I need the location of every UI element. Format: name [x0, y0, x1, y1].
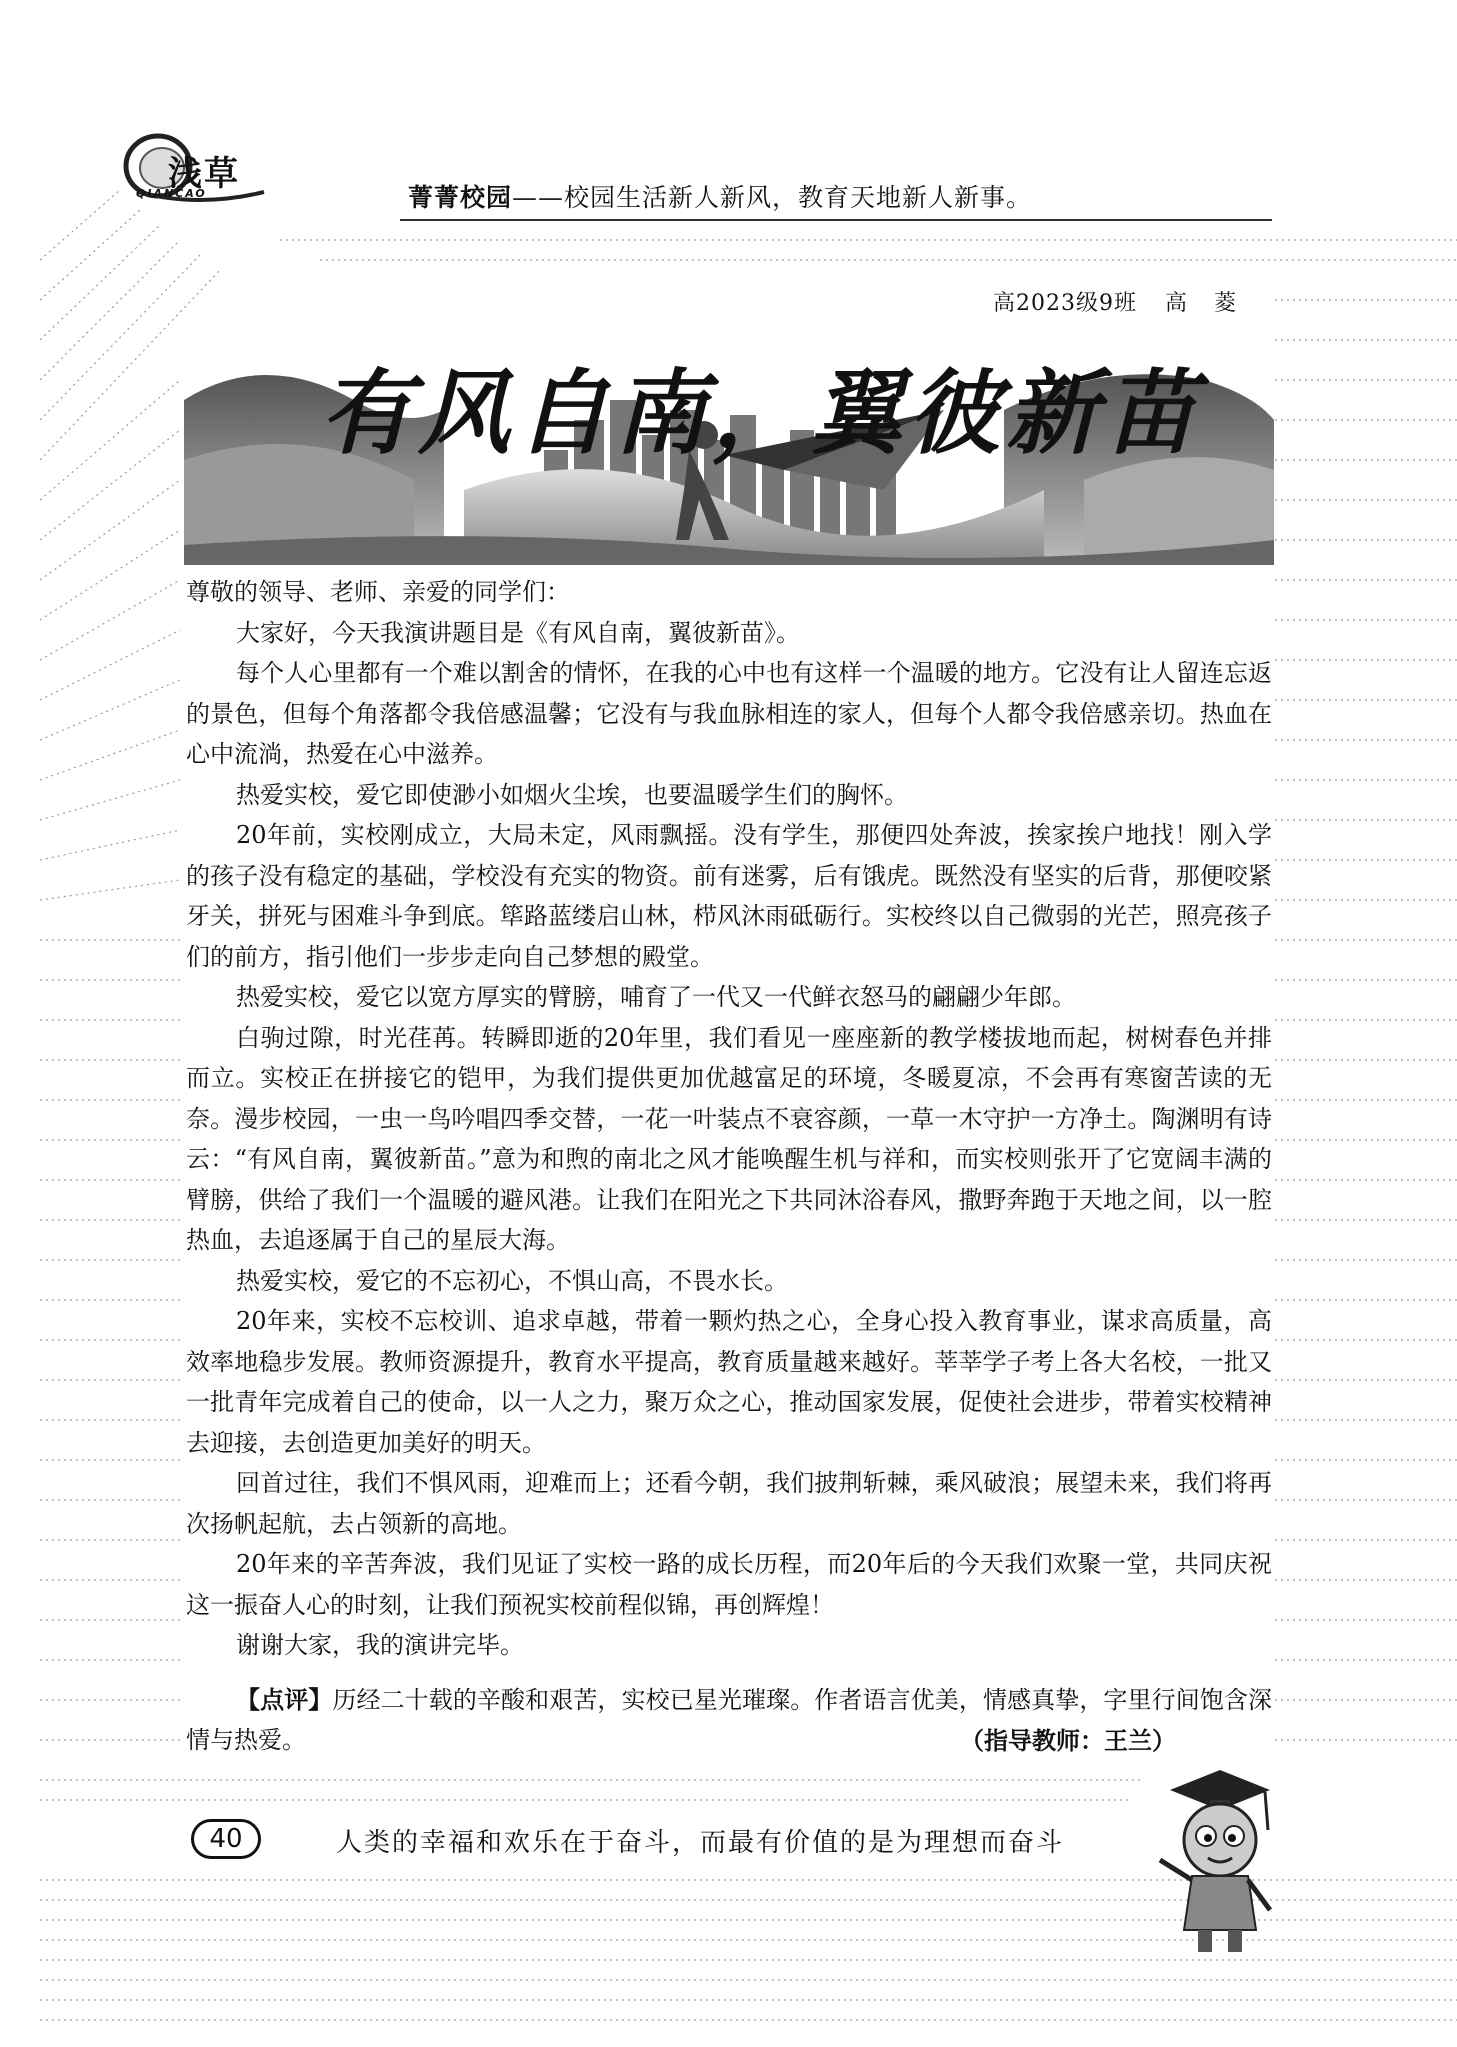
paragraph: 热爱实校，爱它即使渺小如烟火尘埃，也要温暖学生们的胸怀。 — [236, 780, 908, 809]
author-class: 高2023级9班 — [993, 291, 1137, 316]
paragraph: 谢谢大家，我的演讲完毕。 — [236, 1631, 524, 1659]
paragraph: 每个人心里都有一个难以割舍的情怀，在我的心中也有这样一个温暖的地方。它没有让人留连忘返的景色，但每个角落都令我倍感温馨；它没有与我血脉相连的家人，但每个人都令我倍感亲切。热血在心中流淌，热爱在心中滋养。 — [186, 659, 1272, 768]
paragraph: 20年来的辛苦奔波，我们见证了实校一路的成长历程，而20年后的今天我们欢聚一堂，共同庆祝这一振奋人心的时刻，让我们预祝实校前程似锦，再创辉煌！ — [186, 1550, 1272, 1619]
section-name: 菁菁校园 — [408, 183, 513, 212]
paragraph: 大家好，今天我演讲题目是《有风自南，翼彼新苗》。 — [236, 618, 800, 647]
salutation: 尊敬的领导、老师、亲爱的同学们： — [186, 578, 570, 606]
logo-text: 浅草 — [168, 154, 240, 194]
review-tag: 【点评】 — [236, 1686, 333, 1714]
graduate-mascot-icon — [1140, 1760, 1280, 1960]
paragraph: 回首过往，我们不惧风雨，迎难而上；还看今朝，我们披荆斩棘，乘风破浪；展望未来，我们将再次扬帆起航，去占领新的高地。 — [186, 1469, 1272, 1538]
review-text: 历经二十载的辛酸和艰苦，实校已星光璀璨。作者语言优美，情感真挚，字里行间饱含深情与热爱。 — [186, 1686, 1273, 1754]
paragraph: 白驹过隙，时光荏苒。转瞬即逝的20年里，我们看见一座座新的教学楼拔地而起，树树春色并排而立。实校正在拼接它的铠甲，为我们提供更加优越富足的环境，冬暖夏凉，不会再有寒窗苦读的无奈。漫步校园，一虫一鸟吟唱四季交替，一花一叶装点不衰容颜，一草一木守护一方净土。陶渊明有诗云：“有风自南，翼彼新苗。”意为和煦的南北之风才能唤醒生机与祥和，而实校则张开了它宽阔丰满的臂膀，供给了我们一个温暖的避风港。让我们在阳光之下共同沐浴春风，撒野奔跑于天地之间，以一腔热血，去追逐属于自己的星辰大海。 — [186, 1023, 1272, 1254]
footer-motto: 人类的幸福和欢乐在于奋斗，而最有价值的是为理想而奋斗 — [336, 1828, 1065, 1858]
logo-subtitle: QIANCAO — [136, 187, 207, 200]
page-number: 40 — [191, 1819, 261, 1859]
author-line — [993, 286, 1246, 317]
article-title: 有风自南，翼彼新苗 — [320, 359, 1203, 467]
article-body — [186, 572, 1272, 1666]
paragraph: 热爱实校，爱它以宽方厚实的臂膀，哺育了一代又一代鲜衣怒马的翩翩少年郎。 — [236, 983, 1076, 1011]
author-name: 高 菱 — [1165, 291, 1246, 316]
paragraph: 20年来，实校不忘校训、追求卓越，带着一颗灼热之心，全身心投入教育事业，谋求高质量，高效率地稳步发展。教师资源提升，教育水平提高，教育质量越来越好。莘莘学子考上各大名校，一批又一批青年完成着自己的使命，以一人之力，聚万众之心，推动国家发展，促使社会进步，带着实校精神去迎接，去创造更加美好的明天。 — [186, 1307, 1272, 1457]
paragraph: 20年前，实校刚成立，大局未定，风雨飘摇。没有学生，那便四处奔波，挨家挨户地找！刚入学的孩子没有稳定的基础，学校没有充实的物资。前有迷雾，后有饿虎。既然没有坚实的后背，那便咬紧牙关，拼死与困难斗争到底。筚路蓝缕启山林，栉风沐雨砥砺行。实校终以自己微弱的光芒，照亮孩子们的前方，指引他们一步步走向自己梦想的殿堂。 — [186, 821, 1272, 971]
section-tagline: 校园生活新人新风，教育天地新人新事。 — [564, 183, 1033, 212]
instructor-credit: （指导教师：王兰） — [960, 1727, 1176, 1755]
section-title — [408, 178, 1032, 214]
section-dash: —— — [512, 183, 565, 212]
header-rule — [400, 219, 1272, 221]
paragraph: 热爱实校，爱它的不忘初心，不惧山高，不畏水长。 — [236, 1266, 788, 1295]
